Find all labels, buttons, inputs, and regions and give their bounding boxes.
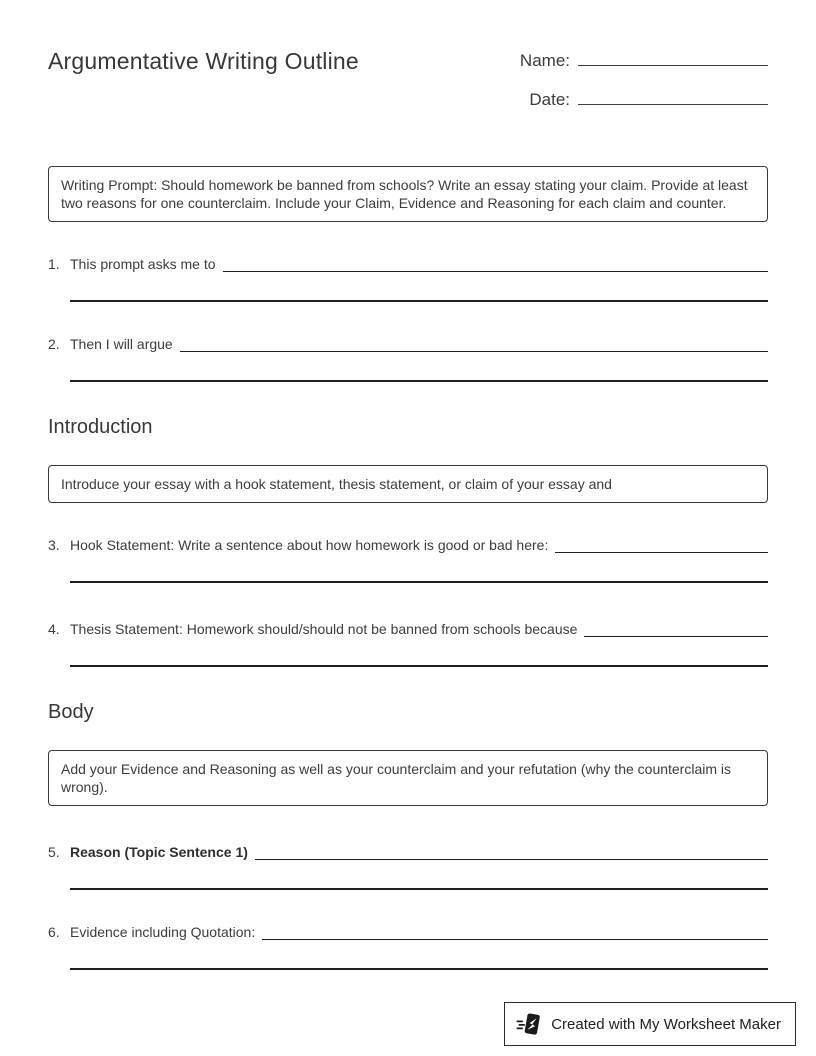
- worksheet-maker-logo-icon: [516, 1011, 542, 1037]
- question-number: 4.: [48, 621, 60, 637]
- name-row: [510, 48, 768, 71]
- worksheet-maker-badge-label: Created with My Worksheet Maker: [551, 1015, 781, 1033]
- answer-line: [555, 533, 768, 553]
- name-label: Name:: [519, 51, 570, 70]
- answer-line-2: [70, 380, 768, 382]
- introduction-note-text: Introduce your essay with a hook statement, thesis statement, or claim of your essay and: [61, 476, 612, 492]
- body-note-box: [48, 750, 768, 806]
- question-number: 5.: [48, 844, 60, 860]
- answer-line: [223, 252, 769, 272]
- question-label: Then I will argue: [70, 336, 173, 352]
- answer-line-2: [70, 888, 768, 890]
- question-4: [48, 617, 768, 667]
- question-label: This prompt asks me to: [70, 256, 216, 272]
- body-note-text: Add your Evidence and Reasoning as well as your counterclaim and your refutation (why the counterclaim is wrong).: [61, 761, 732, 795]
- question-label: Thesis Statement: Homework should/should not be banned from schools because: [70, 621, 578, 637]
- question-label: Evidence including Quotation:: [70, 924, 256, 940]
- section-heading-introduction: Introduction: [48, 416, 153, 438]
- answer-line-2: [70, 581, 768, 583]
- writing-prompt-box: [48, 166, 768, 222]
- introduction-note-box: [48, 465, 768, 503]
- date-blank-line: [578, 87, 768, 105]
- question-label: Hook Statement: Write a sentence about how homework is good or bad here:: [70, 537, 549, 553]
- question-label: Reason (Topic Sentence 1): [70, 844, 248, 860]
- answer-line-2: [70, 300, 768, 302]
- date-label: Date:: [529, 90, 570, 109]
- question-3: [48, 533, 768, 583]
- answer-line: [262, 920, 768, 940]
- question-6: [48, 920, 768, 970]
- answer-line: [584, 617, 768, 637]
- writing-prompt-text: Writing Prompt: Should homework be banned from schools? Write an essay stating your claim. Provide at least two reasons for one counterclaim. Include your Claim, Evidence and Reasoning for each claim and counter.: [61, 177, 748, 211]
- question-number: 2.: [48, 336, 60, 352]
- name-date-block: [510, 48, 768, 126]
- page-title: Argumentative Writing Outline: [48, 48, 359, 74]
- question-1: [48, 252, 768, 302]
- section-heading-body: Body: [48, 701, 94, 723]
- date-row: [510, 87, 768, 110]
- question-2: [48, 332, 768, 382]
- worksheet-maker-badge[interactable]: [504, 1002, 796, 1046]
- question-number: 1.: [48, 256, 60, 272]
- question-number: 3.: [48, 537, 60, 553]
- question-number: 6.: [48, 924, 60, 940]
- answer-line: [255, 840, 768, 860]
- question-5: [48, 840, 768, 890]
- answer-line: [180, 332, 768, 352]
- header: [48, 48, 768, 126]
- name-blank-line: [578, 48, 768, 66]
- answer-line-2: [70, 968, 768, 970]
- answer-line-2: [70, 665, 768, 667]
